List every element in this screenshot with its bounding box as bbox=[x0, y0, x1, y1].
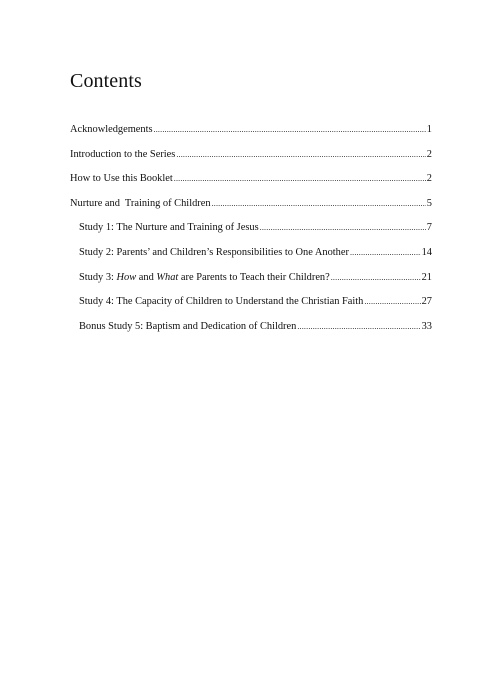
toc-entry-study-2[interactable] bbox=[70, 247, 432, 272]
toc-page-number: 21 bbox=[421, 271, 432, 283]
toc-entry-title: Nurture and Training of Children bbox=[70, 197, 211, 209]
toc-page-number: 7 bbox=[426, 222, 432, 234]
dot-leader bbox=[260, 223, 426, 232]
dot-leader bbox=[212, 199, 426, 208]
dot-leader bbox=[364, 297, 420, 306]
toc-entry-title: Study 4: The Capacity of Children to Understand the Christian Faith bbox=[79, 296, 364, 308]
page-title: Contents bbox=[70, 70, 142, 92]
toc-title-emphasis-how: How bbox=[116, 271, 137, 283]
dot-leader bbox=[174, 174, 426, 183]
dot-leader bbox=[154, 125, 426, 134]
toc-entry-bonus-study-5[interactable] bbox=[70, 321, 432, 346]
toc-title-suffix: are Parents to Teach their Children? bbox=[178, 271, 330, 283]
toc-entry-study-4[interactable] bbox=[70, 296, 432, 321]
toc-page-number: 33 bbox=[421, 320, 432, 332]
dot-leader bbox=[350, 248, 421, 257]
toc-page-number: 1 bbox=[426, 124, 432, 135]
toc-entry-title: How to Use this Booklet bbox=[70, 173, 173, 185]
toc-entry-title: Introduction to the Series bbox=[70, 148, 176, 160]
dot-leader bbox=[297, 322, 420, 331]
toc-entry-title bbox=[79, 272, 330, 283]
toc-title-mid: and bbox=[136, 271, 157, 283]
toc-entry-introduction[interactable] bbox=[70, 149, 432, 174]
toc-entry-acknowledgements[interactable] bbox=[70, 124, 432, 149]
toc-page-number: 2 bbox=[426, 148, 432, 160]
toc-entry-study-3[interactable] bbox=[70, 272, 432, 297]
toc-entry-title: Study 2: Parents’ and Children’s Responsibilities to One Another bbox=[79, 246, 349, 258]
toc-entry-title: Bonus Study 5: Baptism and Dedication of Children bbox=[79, 320, 297, 332]
toc-page-number: 5 bbox=[426, 197, 432, 209]
toc-entry-study-1[interactable] bbox=[70, 222, 432, 247]
toc-title-prefix: Study 3: bbox=[79, 271, 117, 283]
toc-entry-title: Acknowledgements bbox=[70, 124, 153, 135]
dot-leader bbox=[176, 150, 425, 159]
toc-entry-how-to-use[interactable] bbox=[70, 173, 432, 198]
table-of-contents bbox=[70, 124, 432, 345]
toc-page-number: 2 bbox=[426, 173, 432, 185]
dot-leader bbox=[331, 273, 421, 282]
toc-entry-title: Study 1: The Nurture and Training of Jesus bbox=[79, 222, 259, 234]
toc-entry-nurture-training[interactable] bbox=[70, 198, 432, 223]
toc-title-emphasis-what: What bbox=[156, 271, 179, 283]
toc-page-number: 27 bbox=[421, 296, 432, 308]
toc-page-number: 14 bbox=[421, 246, 432, 258]
